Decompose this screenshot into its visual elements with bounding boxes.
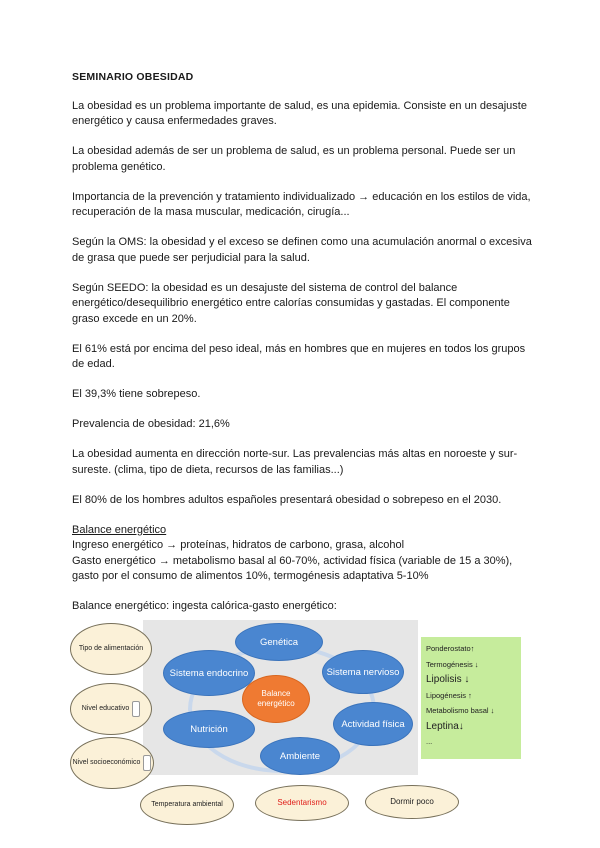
balance-heading: Balance energético bbox=[72, 523, 167, 536]
effect-item: Metabolismo basal ↓ bbox=[426, 706, 495, 715]
document-title: SEMINARIO OBESIDAD bbox=[72, 71, 194, 83]
nivel-socioeconomico-label: Nivel socioeconómico bbox=[72, 758, 141, 766]
factor-tipo-alimentacion: Tipo de alimentación bbox=[70, 623, 152, 675]
paragraph: Importancia de la prevención y tratamiento individualizado → educación en los estilos de vida, recuperación de la masa muscular, medicación, cirugía... bbox=[72, 190, 531, 218]
balance-line: Gasto energético → metabolismo basal al 60-70%, actividad física (variable de 15 a 30%), gasto por el consumo de alimentos 10%, termogénesis adaptativa 5-10% bbox=[72, 554, 513, 582]
factor-sistema-endocrino: Sistema endocrino bbox=[163, 650, 255, 696]
paragraph: El 61% está por encima del peso ideal, más en hombres que en mujeres en todos los grupos de edad. bbox=[72, 342, 526, 370]
diagram-caption: Balance energético: ingesta calórica-gasto energético: bbox=[72, 599, 337, 612]
paragraph: Según la OMS: la obesidad y el exceso se definen como una acumulación anormal o excesiva de grasa que puede ser perjudicial para la salud. bbox=[72, 236, 532, 264]
balance-line: Ingreso energético → proteínas, hidratos de carbono, grasa, alcohol bbox=[72, 539, 405, 551]
factor-ambiente: Ambiente bbox=[260, 737, 340, 775]
down-arrow-icon bbox=[132, 701, 140, 717]
effects-box bbox=[421, 637, 521, 759]
energy-balance-diagram bbox=[68, 615, 528, 825]
balance-energetico-center: Balance energético bbox=[242, 675, 310, 723]
factor-nivel-socioeconomico bbox=[70, 737, 154, 789]
paragraph: El 80% de los hombres adultos españoles presentará obesidad o sobrepeso en el 2030. bbox=[72, 493, 502, 506]
effect-item: Ponderostato↑ bbox=[426, 644, 475, 653]
factor-sedentarismo: Sedentarismo bbox=[255, 785, 349, 821]
effect-item: ... bbox=[426, 737, 433, 746]
effect-item: Lipogénesis ↑ bbox=[426, 690, 472, 700]
nivel-educativo-label: Nivel educativo bbox=[81, 704, 130, 712]
paragraph: La obesidad es un problema importante de salud, es una epidemia. Consiste en un desajuste energético y causa enfermedades graves. bbox=[72, 99, 527, 127]
factor-temperatura-ambiental: Temperatura ambiental bbox=[140, 785, 234, 825]
effect-item: Lipolisis ↓ bbox=[426, 674, 470, 685]
document-body bbox=[72, 70, 532, 629]
factor-actividad-fisica: Actividad física bbox=[333, 702, 413, 746]
balance-section bbox=[72, 523, 532, 585]
factor-nutricion: Nutrición bbox=[163, 710, 255, 748]
factor-nivel-educativo bbox=[70, 683, 152, 735]
factor-sistema-nervioso: Sistema nervioso bbox=[322, 650, 404, 694]
effect-item: Leptina↓ bbox=[426, 720, 464, 732]
paragraph: El 39,3% tiene sobrepeso. bbox=[72, 388, 201, 400]
paragraph: La obesidad además de ser un problema de salud, es un problema personal. Puede ser un problema genético. bbox=[72, 145, 516, 173]
factor-genetica: Genética bbox=[235, 623, 323, 661]
paragraph: Según SEEDO: la obesidad es un desajuste del sistema de control del balance energético/desequilibrio energético entre calorías consumidas y gastadas. El componente graso excede en un 20%. bbox=[72, 281, 510, 325]
paragraph: Prevalencia de obesidad: 21,6% bbox=[72, 418, 230, 430]
factor-dormir-poco: Dormir poco bbox=[365, 785, 459, 819]
down-arrow-icon bbox=[143, 755, 151, 771]
effect-item: Termogénesis ↓ bbox=[426, 659, 479, 669]
paragraph: La obesidad aumenta en dirección norte-sur. Las prevalencias más altas en noroeste y sur-sureste. (clima, tipo de dieta, recursos de las familias...) bbox=[72, 448, 518, 476]
